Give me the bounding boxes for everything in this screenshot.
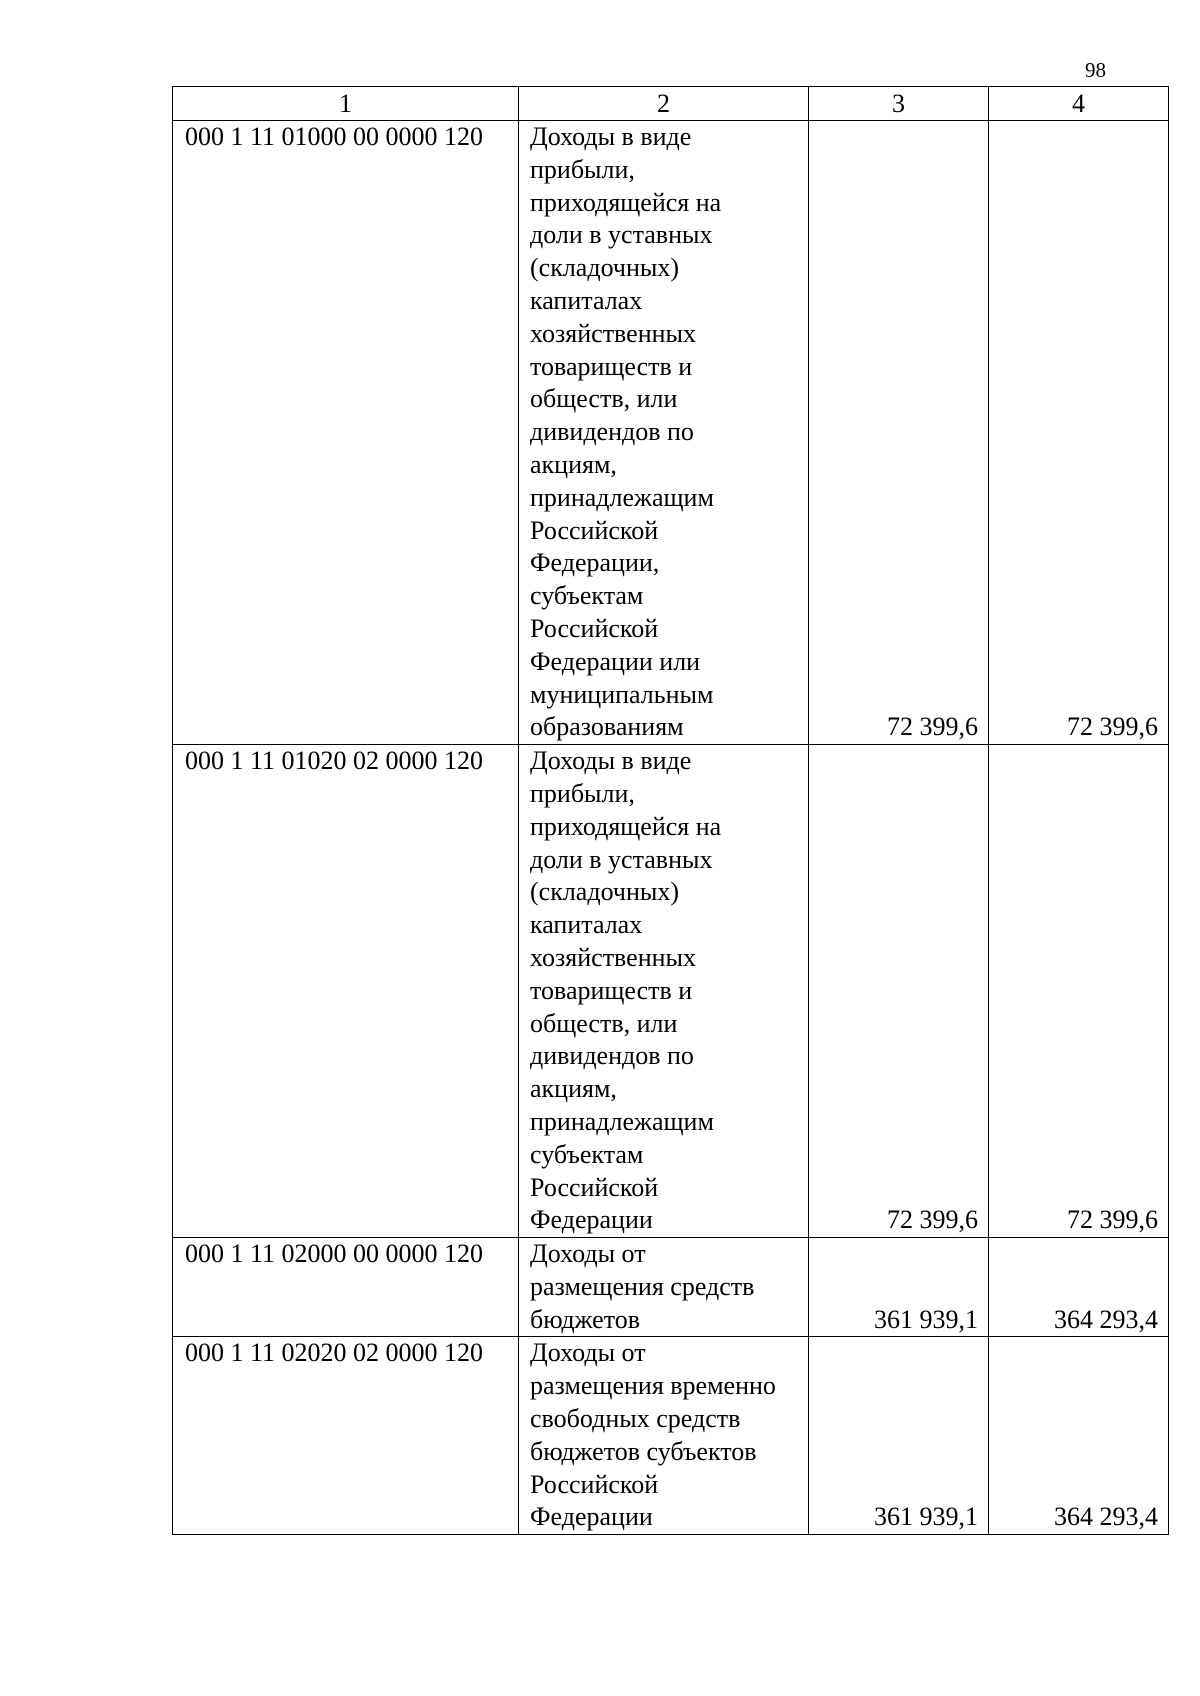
budget-code-cell: 000 1 11 01020 02 0000 120	[173, 745, 519, 1238]
revenue-name-line: доли в уставных	[530, 220, 713, 250]
revenue-name-line: Российской	[530, 515, 659, 545]
revenue-name-line: приходящейся на	[530, 811, 722, 841]
amount-col-3-cell: 72 399,6	[809, 745, 989, 1238]
revenue-name-line: прибыли,	[530, 154, 635, 184]
revenue-name-line: (складочных)	[530, 877, 680, 907]
header-col-3: 3	[809, 87, 989, 121]
revenue-name-line: товариществ и	[530, 975, 693, 1005]
budget-code-cell: 000 1 11 01000 00 0000 120	[173, 121, 519, 745]
revenue-name-line: обществ, или	[530, 1008, 678, 1038]
revenue-name-line: бюджетов субъектов	[530, 1436, 757, 1466]
revenue-name-line: принадлежащим	[530, 482, 714, 512]
revenue-name-line: бюджетов	[530, 1304, 641, 1334]
revenue-name-line: принадлежащим	[530, 1106, 714, 1136]
revenue-name-line: дивидендов по	[530, 417, 694, 447]
table-row	[173, 745, 1169, 1238]
revenue-name-line: Российской	[530, 613, 659, 643]
revenue-name-line: Доходы в виде	[530, 122, 692, 151]
revenue-name-line: муниципальным	[530, 679, 714, 709]
revenue-name-line: Российской	[530, 1469, 659, 1499]
budget-code-cell: 000 1 11 02020 02 0000 120	[173, 1337, 519, 1535]
revenue-name-line: Федерации или	[530, 646, 701, 676]
budget-code-cell: 000 1 11 02000 00 0000 120	[173, 1238, 519, 1337]
revenue-name-cell	[519, 121, 809, 745]
revenue-name-line: капиталах	[530, 910, 643, 940]
table-row	[173, 1238, 1169, 1337]
revenue-name-line: хозяйственных	[530, 942, 697, 972]
revenue-name-cell	[519, 745, 809, 1238]
header-col-1: 1	[173, 87, 519, 121]
revenue-name-line: Доходы в виде	[530, 746, 692, 776]
revenue-name-line: Доходы от	[530, 1338, 646, 1368]
amount-col-4-cell: 364 293,4	[989, 1337, 1169, 1535]
revenue-name-line: субъектам	[530, 581, 644, 611]
amount-col-4-cell: 364 293,4	[989, 1238, 1169, 1337]
revenue-name-line: размещения средств	[530, 1271, 755, 1301]
table-row	[173, 1337, 1169, 1535]
header-col-4: 4	[989, 87, 1169, 121]
revenue-name-line: Российской	[530, 1172, 659, 1202]
budget-revenue-table	[172, 86, 1169, 1535]
header-col-2: 2	[519, 87, 809, 121]
amount-col-3-cell: 361 939,1	[809, 1337, 989, 1535]
table-header	[173, 87, 1169, 121]
revenue-name-line: Доходы от	[530, 1239, 646, 1269]
revenue-name-line: субъектам	[530, 1139, 644, 1169]
amount-col-3-cell: 72 399,6	[809, 121, 989, 745]
revenue-name-line: свободных средств	[530, 1404, 741, 1434]
revenue-name-line: Федерации,	[530, 548, 660, 578]
table-body	[173, 121, 1169, 1535]
revenue-name-line: обществ, или	[530, 384, 678, 414]
amount-col-3-cell: 361 939,1	[809, 1238, 989, 1337]
revenue-name-line: доли в уставных	[530, 844, 713, 874]
revenue-name-line: образованиям	[530, 712, 684, 742]
revenue-name-line: размещения временно	[530, 1371, 776, 1401]
revenue-name-line: товариществ и	[530, 351, 693, 381]
table-row	[173, 121, 1169, 745]
revenue-name-line: (складочных)	[530, 253, 680, 283]
revenue-name-cell	[519, 1238, 809, 1337]
revenue-name-line: приходящейся на	[530, 187, 722, 217]
revenue-name-line: акциям,	[530, 449, 617, 479]
revenue-name-line: прибыли,	[530, 778, 635, 808]
header-row	[173, 87, 1169, 121]
revenue-name-cell	[519, 1337, 809, 1535]
amount-col-4-cell: 72 399,6	[989, 121, 1169, 745]
revenue-name-line: акциям,	[530, 1074, 617, 1104]
revenue-name-line: капиталах	[530, 285, 643, 315]
page-number: 98	[1085, 58, 1106, 82]
revenue-name-line: Федерации	[530, 1502, 653, 1532]
revenue-name-line: Федерации	[530, 1205, 653, 1235]
revenue-name-line: дивидендов по	[530, 1041, 694, 1071]
amount-col-4-cell: 72 399,6	[989, 745, 1169, 1238]
revenue-name-line: хозяйственных	[530, 318, 697, 348]
